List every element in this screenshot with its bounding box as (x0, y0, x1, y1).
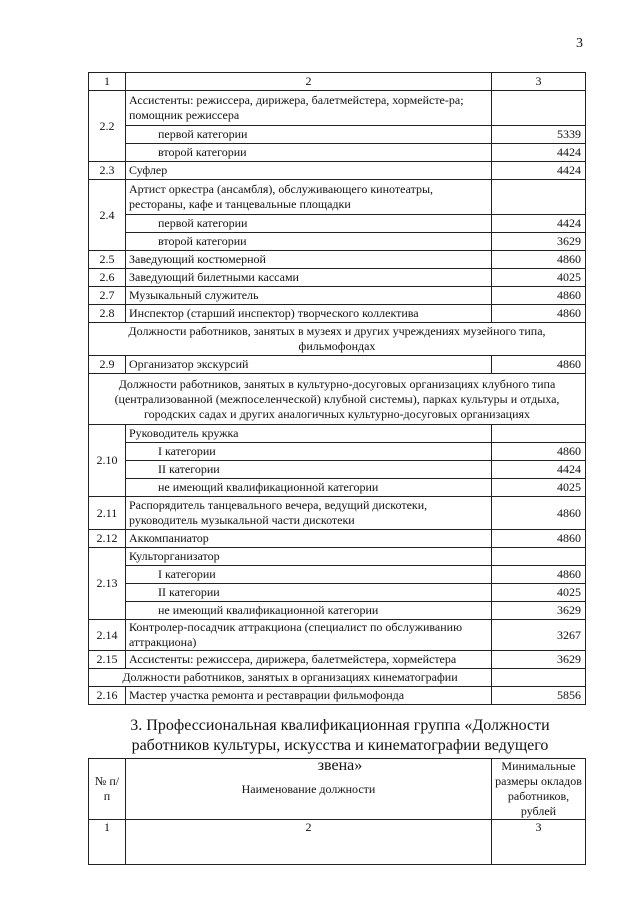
col-header-salary: Минимальные размеры окладов работников, рублей (492, 759, 586, 820)
table-row (89, 548, 586, 566)
table-header-row (89, 759, 586, 820)
salary-value: 4025 (492, 584, 586, 602)
table-row (89, 820, 586, 865)
table-row (89, 144, 586, 162)
category-label: первой категории (126, 215, 492, 233)
col-number-2: 2 (126, 820, 492, 865)
salary-value: 4860 (492, 305, 586, 323)
salary-value: 4860 (492, 287, 586, 305)
salary-value: 4860 (492, 497, 586, 530)
row-number: 2.8 (89, 305, 126, 323)
row-number: 2.13 (89, 548, 126, 620)
table-row (89, 566, 586, 584)
salary-value: 4860 (492, 566, 586, 584)
row-number: 2.14 (89, 620, 126, 651)
salary-value (492, 180, 586, 215)
salary-value: 4025 (492, 269, 586, 287)
category-label: второй категории (126, 144, 492, 162)
salary-value (492, 548, 586, 566)
section-heading-club: Должности работников, занятых в культурно-досуговых организациях клубного типа (централизованной (межпоселенческой) клубной системы), парках культуры и отдыха, городских садах и других аналогичных культурно-досуговых организациях (89, 374, 586, 425)
position-title: Распорядитель танцевального вечера, ведущий дискотеки, руководитель музыкальной части дискотеки (126, 497, 492, 530)
table-row (89, 251, 586, 269)
category-label: I категории (126, 566, 492, 584)
table-row (89, 425, 586, 443)
position-title: Заведующий билетными кассами (126, 269, 492, 287)
table-row (89, 602, 586, 620)
table-row (89, 584, 586, 602)
position-title: Музыкальный служитель (126, 287, 492, 305)
page-number: 3 (576, 36, 583, 51)
col-header-2: 2 (126, 73, 492, 91)
category-label: II категории (126, 584, 492, 602)
table-row (89, 620, 586, 651)
salary-value: 3629 (492, 233, 586, 251)
row-number: 2.7 (89, 287, 126, 305)
position-title: Руководитель кружка (126, 425, 492, 443)
section-row (89, 374, 586, 425)
row-number: 2.6 (89, 269, 126, 287)
table-row (89, 91, 586, 126)
category-label: второй категории (126, 233, 492, 251)
row-number: 2.9 (89, 356, 126, 374)
table-row (89, 497, 586, 530)
table-row (89, 162, 586, 180)
table-row (89, 356, 586, 374)
salary-value (492, 425, 586, 443)
col-header-3: 3 (492, 73, 586, 91)
table-row (89, 305, 586, 323)
salary-value: 5339 (492, 126, 586, 144)
section3-heading: 3. Профессиональная квалификационная группа «Должности работников культуры, искусства и кинематографии ведущего звена» (130, 717, 550, 774)
salary-table-3 (88, 758, 586, 865)
salary-value: 4025 (492, 479, 586, 497)
salary-value: 4424 (492, 215, 586, 233)
salary-value: 4860 (492, 356, 586, 374)
section-row (89, 323, 586, 356)
position-title: Заведующий костюмерной (126, 251, 492, 269)
salary-value: 4424 (492, 162, 586, 180)
position-title: Ассистенты: режиссера, дирижера, балетмейстера, хормейсте-ра; помощник режиссера (126, 91, 492, 126)
section-row (89, 669, 586, 687)
salary-table (88, 72, 586, 705)
row-number: 2.10 (89, 425, 126, 497)
row-number: 2.4 (89, 180, 126, 251)
row-number: 2.3 (89, 162, 126, 180)
col-number-1: 1 (89, 820, 126, 865)
row-number: 2.15 (89, 651, 126, 669)
salary-value: 4860 (492, 443, 586, 461)
position-title: Организатор экскурсий (126, 356, 492, 374)
row-number: 2.12 (89, 530, 126, 548)
position-title: Артист оркестра (ансамбля), обслуживающего кинотеатры, рестораны, кафе и танцевальные площадки (126, 180, 492, 215)
col-header-1: 1 (89, 73, 126, 91)
salary-value: 3267 (492, 620, 586, 651)
category-label: первой категории (126, 126, 492, 144)
col-number-3: 3 (492, 820, 586, 865)
position-title: Культорганизатор (126, 548, 492, 566)
position-title: Ассистенты: режиссера, дирижера, балетмейстера, хормейстера (126, 651, 492, 669)
table-row (89, 651, 586, 669)
salary-value: 3629 (492, 651, 586, 669)
col-header-position: Наименование должности (126, 759, 492, 820)
section-heading-museum: Должности работников, занятых в музеях и других учреждениях музейного типа, фильмофондах (89, 323, 586, 356)
position-title: Аккомпаниатор (126, 530, 492, 548)
row-number: 2.11 (89, 497, 126, 530)
category-label: не имеющий квалификационной категории (126, 479, 492, 497)
category-label: не имеющий квалификационной категории (126, 602, 492, 620)
position-title: Суфлер (126, 162, 492, 180)
salary-value: 4424 (492, 144, 586, 162)
table-row (89, 479, 586, 497)
category-label: II категории (126, 461, 492, 479)
salary-value: 5856 (492, 687, 586, 705)
position-title: Контролер-посадчик аттракциона (специалист по обслуживанию аттракциона) (126, 620, 492, 651)
category-label: I категории (126, 443, 492, 461)
section-heading-cinema: Должности работников, занятых в организациях кинематографии (89, 669, 492, 687)
row-number: 2.2 (89, 91, 126, 162)
table-row (89, 687, 586, 705)
position-title: Мастер участка ремонта и реставрации фильмофонда (126, 687, 492, 705)
salary-value: 4424 (492, 461, 586, 479)
table-row (89, 287, 586, 305)
table-row (89, 269, 586, 287)
empty-cell (492, 669, 586, 687)
row-number: 2.5 (89, 251, 126, 269)
position-title: Инспектор (старший инспектор) творческого коллектива (126, 305, 492, 323)
table-row (89, 530, 586, 548)
table-row (89, 180, 586, 215)
salary-value (492, 91, 586, 126)
table-row (89, 461, 586, 479)
col-header-number: № п/п (89, 759, 126, 820)
table-header-row (89, 73, 586, 91)
table-row (89, 443, 586, 461)
salary-value: 4860 (492, 251, 586, 269)
table-row (89, 215, 586, 233)
salary-value: 4860 (492, 530, 586, 548)
row-number: 2.16 (89, 687, 126, 705)
salary-value: 3629 (492, 602, 586, 620)
table-row (89, 233, 586, 251)
table-row (89, 126, 586, 144)
